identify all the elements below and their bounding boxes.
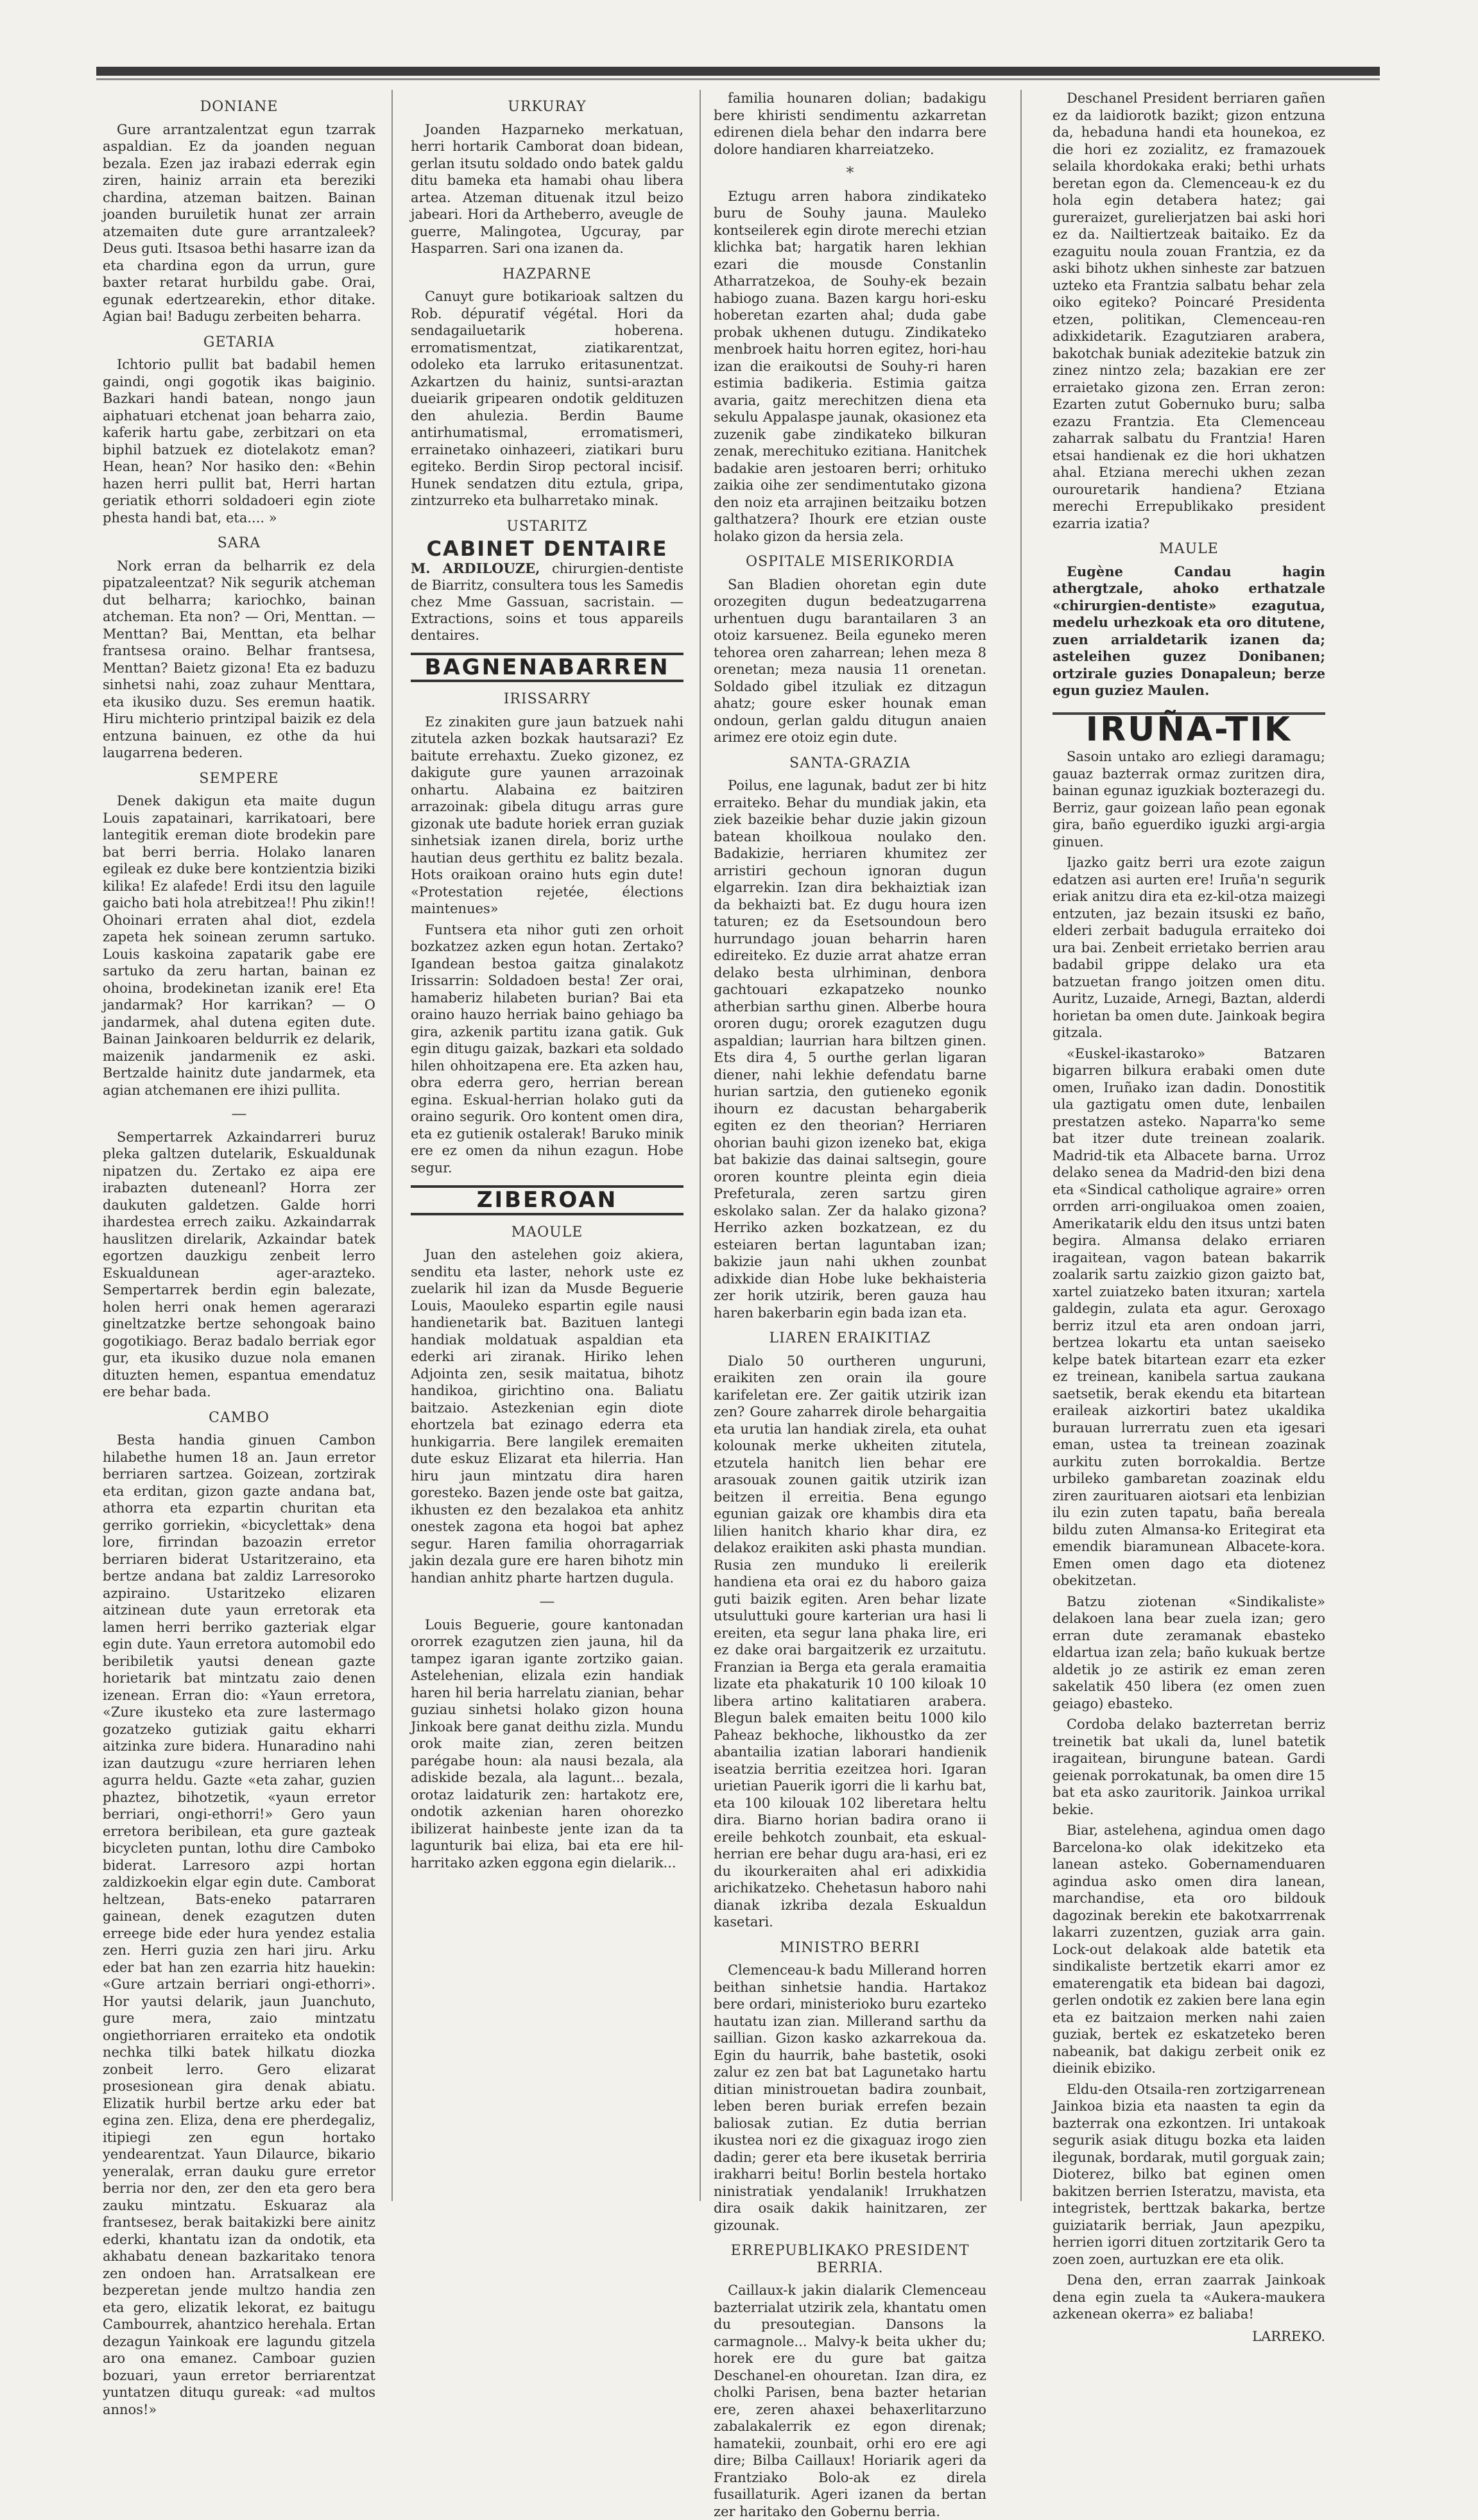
section-title: HAZPARNE	[503, 266, 592, 282]
article-text: Gure arrantzalentzat egun tzarrak aspaldian. Ez da joanden neguan bezala. Ezen jaz irabazi ederrak egin ziren, hainiz arrain eta bereziki chardina, atzeman baitzen. Bainan joanden buruiletik hunat zer arrain atzemaiten dute gure arrantzaleek? Deus guti. Itsasoa bethi hasarre izan da eta chardina egon da urrun, gure baxter retarat hurbildu gabe. Orai, egunak edertzearekin, ethor ditake. Agian bai! Badugu zerbeiten beharra.	[103, 121, 375, 324]
section-title: SARA	[217, 535, 261, 551]
section-title: LIAREN ERAIKITIAZ	[769, 1330, 931, 1346]
section-title: URKURAY	[508, 99, 587, 115]
article-text: Louis Beguerie, goure kantonadan ororrek ezagutzen zien jauna, hil da tampez igaran igante zortziko gaian. Astelehenian, elizala ezin handiak haren hil beria harrelatu zianian, behar guziau sinhetsi holako gizon houna Jinkoak bere ganat deithu zizla. Mundu orok maite zian, zeren beitzen parégabe houn: ala nausi bezala, ala adiskide bezala, ala lagunt... bezala, orotaz laidaturik zen: hartakotz ere, ondotik azkenian haren ohorezko ibilizerat hainbeste jente izan da ta lagunturik bai eliza, bai eta ere hil-harritako azken eggona egin dielarik...	[411, 1616, 683, 1871]
article-text: Batzu ziotenan «Sindikaliste» delakoen lana bear zuela izan; gero erran dute zeramanak ebasteko eldartua izan zela; baño kukuak bertze aldetik jo ze astirik ez eman zeren sakelatik 450 libera (ez omen zuen geiago) ebasteko.	[1053, 1593, 1325, 1711]
article-text: Nork erran da belharrik ez dela pipatzaleentzat? Nik segurik atcheman dut belharra; kariochko, bainan atcheman. Eta non? — Ori, Menttan. — Menttan? Bai, Menttan, eta belhar frantsesa oraino. Belhar frantsesa, Menttan? Baietz gizona! Eta ez baduzu sinhetsi nahi, zoaz zuhaur Menttara, eta ikusiko duzu. Ses eremun haatik. Hiru michterio printzipal baizik ez dela entzuna bainuen, ez othe da hui laugarrena bederen.	[103, 558, 375, 760]
section-title: SANTA-GRAZIA	[789, 755, 911, 771]
article-text: Eugène Candau hagin athergtzale, ahoko erthatzale «chirurgien-dentiste» ezagutua, medelu urhezkoak eta oro ditutene, zuen arrialdetarik izanen da; asteleihen guzez Donibanen; ortzirale guzies Donapaleun; berze egun guziez Maulen.	[1053, 563, 1325, 698]
ad-text: — Extractions, soins et tous appareils dentaires.	[411, 594, 683, 643]
article-text: Sempertarrek Azkaindarreri buruz pleka galtzen dutelarik, Eskualdunak nipatzen du. Zertako ez aipa ere irabazten duteneanl? Horra zer daukuten galdetzen. Galde horri ihardestea errech zaiku. Azkaindarrak hauslitzen direlarik, Azkaindar batek egortzen dauzkigu zenbeit lerro Eskualdunean ager-arazteko. Sempertarrek berdin egin balezate, holen herri onak hemen agerarazi gineltzatzke bertze sehongoak baino gogotikiago. Beraz badalo berriak egor gur, eta ikusiko duzue nola emanen dituzten hemen, espantua emendatuz ere behar bada.	[103, 1129, 375, 1400]
column-divider	[391, 90, 393, 2201]
article-text: Ez zinakiten gure jaun batzuek nahi zitutela azken bozkak hautsarazi? Ez baitute errehaxtu. Zueko gizonez, ez dakigute gure yaunen arrazoinak onhartu. Alabaina ez baitziren arrazoinak: gibela ditugu arras gure gizonak ute badute horiek erran guziak sinhetsiak izanen direla, boriz urthe hautian deus gerthitu ez balitz bezala. Hots oraikoan oraino huts egin dute! «Protestation rejetée, élections maintenues»	[411, 714, 683, 916]
separator: *	[846, 164, 854, 182]
article-text: Juan den astelehen goiz akiera, senditu eta laster, nehork uste ez zuelarik hil izan da Musde Beguerie Louis, Maouleko espartin egile nausi handienetarik bat. Bazituen lantegi handiak moldatuak aspaldian eta ederki ari ziranak. Hiriko lehen Adjointa zen, sesik maitatua, bihotz handikoa, girichtino ona. Baliatu baitzaio. Astezkenian egin diote ehortzela bat ezinago ederra eta hunkigarria. Bere langilek eremaiten dute eskuz Elizarat eta hilerria. Han hiru jaun mintzatu dira haren goresteko. Bazen jende oste bat gaitza, ikhusten ez den bezalakoa eta anhitz onestek zagona eta hogoi bat aphez segur. Haren familia ohorragarriak jakin dezala gure ere haren bihotz min handian anhitz pharte hartzen dugula.	[411, 1247, 683, 1586]
article-text: Cordoba delako bazterretan berriz treinetik bat ukali da, lunel batetik iragaitean, birungune batean. Gardi geienak porrokatunak, ba omen dire 15 bat eta asko zauritorik. Jainkoa urrikal bekie.	[1053, 1717, 1325, 1817]
article-text: familia hounaren dolian; badakigu bere khiristi sendimentu azkarretan edirenen diela behar den indarra bere dolore handiaren kharreiatzeko.	[714, 90, 986, 157]
section-title: IRISSARRY	[503, 691, 591, 707]
column-divider	[1020, 90, 1022, 2201]
article-text: «Euskel-ikastaroko» Batzaren bigarren bilkura erabaki omen dute omen, Iruñako izan dadin. Donostitik ula gaztigatu omen dute, lenbailen prestatzen asteko. Naparra'ko seme bat itzer dute treinean zoalarik. Madrid-tik eta Albacete barna. Urroz delako senea da Madrid-den bizi dena eta «Sindical catholique agraire» orren orrden arri-ongiluakoa omen zoaien, Amerikatarik eldu den itsus untzi baten begira. Almansa delako erriaren iragaitean, vagon batean bakarrik zoalarik sartu zaizkio gizon gaizto bat, xartel zuiatzeko baten itxuran; xartela galdegin, zulata eta agur. Geroxago berriz itzul eta aren ondoan jarri, bertzea lokartu eta untan saeiseko kelpe batek bitartean ezarr eta ezker ez treinean, kanibela sartua zaukana saetsetik, berak ekendu eta bitartean eraileak aizkortiri batez ukaldika burauan lurrerratu zuen eta igesari eman, ustea ta treinean zoazinak aurkitu zuten borrokaldia. Bertze urbileko gambaretan zoazinak eldu ziren zaurituaren aiotsari eta lenbizian ilu ezin zuten tapatu, baña bereala bildu zuten Almansa-ko Eritegirat eta emendik biaramunean Albacete-kora. Emen omen dago eta diotenez obekitzetan.	[1053, 1045, 1325, 1588]
ad-title: CABINET DENTAIRE	[426, 536, 668, 561]
section-banner: IRUÑA-TIK	[1053, 712, 1325, 739]
signature: LARREKO.	[1252, 2328, 1325, 2344]
article-text: Caillaux-k jakin dialarik Clemenceau bazterrialat utzirik zela, khantatu omen du presoutegian. Dansons la carmagnole... Malvy-k beita ukher du; horek ere du gure bat gaitza Deschanel-en ohouretan. Izan dira, ez cholki Parisen, bena bazter hetarian ere, zeren ahaxei behaxerlitarzuno zabalakalerrik ez egon direnak; hamatekii, zounbait, orhi ero ere agi dire; Bilba Caillaux! Horiarik ageri da Frantziako Bolo-ak ez direla fusaillaturik. Ageri izanen da bertan zer haritako den Gobernu berria.	[714, 2283, 986, 2519]
article-text: Deschanel President berriaren gañen ez da laidiorotk bazikt; gizon entzuna da, hebaduna handi eta hounekoa, ez die hori ez zozialitz, ez framazouek selaila khordokaka eraki; bethi urhats beretan egon da. Clemenceau-k ez du hola egin detabera hatez; gai gureraizet, gurelierjatzen bai aski hori ez da. Nailtiertzeak baitaiko. Ez da ezaguitu noula zouan Frantzia, ez da aski bihotz ukhen sinheste zar batzuen uzteko eta Frantzia salbatu behar zela oiko egiteko? Poincaré Presidenta etzen, politikan, Clemenceau-ren adixkidetarik. Ezagutziaren arabera, bakotchak buniak adezitekie batzuk zin zinez nintzo zela; bazakian ere zer erraietako gizona zen. Erran zeron: Ezarten zutut Gobernuko buru; salba ezazu Frantzia. Eta Clemenceau zaharrak salbatu du Frantzia! Haren etsai handienak ez die hori ukhatzen ahal. Etziana merechi ukhen zezan ourouretarik handiena? Etziana merechi Errepublikako president ezarria izatia?	[1053, 90, 1325, 531]
separator: —	[539, 1592, 555, 1610]
top-rule	[96, 67, 1380, 76]
column-1	[103, 90, 375, 2417]
section-title: DONIANE	[200, 99, 279, 115]
section-title: SEMPERE	[199, 770, 279, 787]
section-title: MINISTRO BERRI	[780, 1939, 920, 1956]
section-title: MAULE	[1159, 541, 1219, 557]
ad-body	[411, 560, 683, 644]
article-text: San Bladien ohoretan egin dute orozegiten dugun bedeatzugarrena urhentuen dugu barantailaren 3 an otoiz karsuenez. Beila egunekо meren tehorea oren zaharrean; lehen meza 8 orenetan; meza nausia 11 orenetan. Soldado gibel itzuliak ez ditzagun ahatz; goure esker hounak eman ondoun, gerlan galdu ditugun anaien arimez ere otoiz egin dute.	[714, 576, 986, 745]
section-title: OSPITALE MISERIKORDIA	[746, 554, 954, 570]
section-title: ERREPUBLIKAKO PRESIDENT BERRIA.	[730, 2243, 970, 2276]
column-3	[714, 90, 986, 2519]
column-divider	[700, 90, 701, 2201]
ad-town: USTARITZ	[506, 518, 588, 535]
section-title: MAOULE	[511, 1224, 583, 1240]
article-text: Denek dakigun eta maite dugun Louis zapatainari, karrikatoari, bere lantegitik ereman diote brodekin pare bat berri berria. Holako lanaren egileak ez duke bere kontzientzia biziki kilika! Ez alafede! Erdi itsu den laguile gaicho bati hola atrebitzea!! Phu zikin!! Ohoinari erraten ahal diot, ezdela zapeta hek soinean zerumn sartuko. Louis kaskoina zapatarik gabe ere sartuko da zeru hartan, bainan ez ohoina, brodekinetan izanik ere! Eta jandarmak? Hor karrikan? — O jandarmek, ahal dutena egiten dute. Bainan Jainkoaren beldurrik ez delarik, maizenik jandarmenik ez aski. Bertzalde hainitz dute jandarmek, eta agian atchemanen ere ihizi pullita.	[103, 793, 375, 1098]
column-4	[1053, 90, 1325, 2344]
article-text: Poilus, ene lagunak, badut zer bi hitz erraiteko. Behar du mundiak jakin, eta ziek bazeikie behar duzie jakin gizoun batean khoilkoua noulako den. Badakizie, herriaren khumitez zer arristiri gechoun ignoran dugun elgarrekin. Izan dira bekhaiztiak izan da bekhaizti bat. Ez dugu houra izen taturen; ez da Esetsoundoun bero hurrundago jouan beharrin haren edireiteko. Ez duzie arrat ahatze erran delako besta ulrhiminan, denbora gachtouari ezkapatzeko nounko atherbian sarthu ginen. Alberbe houra ororen dugu; ororek ezagutzen dugu aspaldian; laurrian hara biltzen ginen. Ets dira 4, 5 ourthe gerlan ligaran diener, nahi lekhie defendatu barne hurian sartzia, den gutienekо egonik ihourn ez dacustan behargaberik egiten ez den theorian? Herriaren ohorian bauhi gizon izeneko bat, ekiga bat bakizie das dainai saltsegin, goure ororen kountre pleinta egin dieia Prefeturala, zeren sartzu giren eskolako salan. Zer da halako gizona? Herriko azken bozkatzean, ez du esteiaren bertan laguntaban izan; bakizie jaun nahi ukhen zounbat adixkide dian Hobe luke bekhaisteria zer horik utzirik, beren gauza hau haren bakerbarin egin bada izan eta.	[714, 778, 986, 1321]
ad-name: M. ARDILOUZE,	[411, 560, 540, 576]
article-text: Eldu-den Otsaila-ren zortzigarrenean Jainkoa bizia eta naasten ta egin da bazterrak ona ezkontzen. Iri untakoak segurik asiak ditugu bozka eta laiden ilegunak, bordarak, mutil gorguak zain; Dioterez, bilko bat eginen omen bakitzen berrien Isteratzu, mavista, eta integristek, berttzak bakarka, bertze guiziatarik berriak, Jaun apezpiku, herrien igorri dituen zortzitarik Gero ta zoen zoen, aurtuzkan ere eta olik.	[1053, 2081, 1325, 2267]
article-text: Ijazko gaitz berri ura ezote zaigun edatzen asi aurten ere! Iruña'n segurik eriak anitzu dira eta ez-kil-otza maizegi entzuten, jaz bezain itsuski ez baño, elderi zerbait badugula erraiteko doi ura bai. Zenbeit errietako berrien arau badabil grippe delako ura eta batzuetan frango joitzen omen ditu. Auritz, Luzaide, Arnegi, Baztan, alderdi horietan ba omen dute. Jainkoak begira gitzala.	[1053, 855, 1325, 1040]
article-text: Funtsera eta nihor guti zen orhoit bozkatzez azken egun hotan. Zertako? Igandean bestoa gaitza ginalakotz Irissarrin: Soldadoen besta! Zer orai, hamaberiz hilabeten burian? Bai eta oraino hauzo herriak baino gehiago ba gira, azkenik partitu izana gatik. Guk egin ditugu gaizak, bazkari eta soldado hilen ohhoitzapena ere. Eta azken hau, obra ederra gero, herrian berean egina. Eskual-herrian holako guti da oraino segurik. Oro kontent omen dira, eta ez gutienik ostalerak! Baruko minik ere ez omen da nihun ezagun. Hobe segur.	[411, 921, 683, 1176]
section-title: GETARIA	[203, 334, 275, 350]
article-text: Dialo 50 ourtheren unguruni, eraikiten zen orain ila goure karifeletan ere. Zer gaitik utzirik izan zen? Goure zaharrek dirole behargaitia eta urutia lan handiak zirela, eta ouhat kolounak merke ukheiten zitutela, etzutela hanitch lien behar ere arasouak zounen gaitik utzirik izan beitzen il erreitia. Bena egungo egunian gaizak ore khambis dira eta lilien hanitch khario khar dira, ez delakoz eraikiten aski phasta mundian. Rusia zen munduko li ereilerik handiena eta orai ez du haboro gaiza guti baizik egiten. Aren behar lizate utsuluttuki goure karterian ura hasi li ereiten, eta segur lana phaka lire, eri ez dake orai bargaitzerik ez urzaitutu. Franzian ia Berga eta gerala eramaitia lizate eta phakaturik 10 100 kiloak 10 libera artino kalitatiaren arabera. Blegun balek emaiten beitu 1000 kilo Paheaz bekhoche, likhoustko da zer abantailia izatian laborari handienik iseatzia berritia ezeitzea hori. Igaran urietian Pauerik igorri die li karhu bat, eta 100 kilouak 102 liberetara heltu dira. Biarno horian badira orano ii ereile behkotch zounbait, eta eskual-herrian ere behar dugu ara-hasi, eri ez du ikourkeraiten ahal eri adixkidia arichikatzeko. Chehetasun haboro nahi dianak izkriba dezala Eskualdun kasetari.	[714, 1353, 986, 1930]
section-title: CAMBO	[209, 1409, 270, 1426]
ad-text: chirurgien-dentiste de Biarritz, consultera tous les Samedis chez Mme Gassuan, sacristain.	[411, 560, 683, 610]
article-text: Joanden Hazparneko merkatuan, herri hortarik Camborat doan bidean, gerlan itsutu soldado ondo batek galdu ditu bameka eta hamabi ohau libera artea. Atzeman dituenak itzul beizo jabeari. Hori da Artheberro, aveugle de guerre, Malingotea, Ugcuray, par Hasparren. Sari ona izanen da.	[411, 121, 683, 256]
article-text: Sasoin untako aro ezliegi daramagu; gauaz bazterrak ormaz zuritzen dira, bainan egunaz iguzkiak bozterazegi du. Berriz, gaur goizean laño pean egonak gira, baño eguerdiko iguzki argi-argia ginuen.	[1053, 749, 1325, 850]
article-text: Biar, astelehena, agindua omen dago Barcelona-ko olak idekitzeko eta lanean asteko. Gobernamenduaren agindua asko omen dira lanean, marchandise, eta oro bildouk dagozinak berekin ete bakotxarrrenak lakarri zuzentzen, guziak arra gain. Lock-out delakoak alde batetik eta sindikaliste bertzetik ekarri amor ez ematerengatik eta bidean bai dagozi, gerlen ondotik ez zakien bere lana egin eta ez baitzaion merken nahi zaien guziak, bertek ez eskatzeteko beren nabeanik, bat dakigu zerbeit onik ez dieinik ebiziko.	[1053, 1822, 1325, 2076]
column-2	[411, 90, 683, 2207]
top-rule-thin	[96, 78, 1380, 80]
separator: —	[231, 1104, 247, 1122]
region-banner: BAGNENABARREN	[411, 653, 683, 683]
article-text: Clemenceau-k badu Millerand horren beithan sinhetsie handia. Hartakoz bere ordari, ministerioko buru ezarteko hautatu izan zian. Millerand sarthu da saillian. Gizon kasko azkarrekoua da. Egin du haurrik, bahe bastetik, osoki zalur ez zen bat bat Lagunetako hartu ditian ministrouetan badira zounbait, leben beren buriak errefen bezain baliosak zutian. Ez dutia berrian ikustea nori ez die gixaguaz irogo zien dadin; gerer eta bere ikusetak berriria irakharri beitu! Borlin bestela hortako ninistratiak yendalanik! Irrukhatzen dira osaik dakik hainitzaren, zer gizounak.	[714, 1962, 986, 2233]
article-text: Canuyt gure botikarioak saltzen du Rob. dépuratif végétal. Hori da sendagailuetarik hoberena. erromatismentzat, ziatikarentzat, odoleko eta larruko eritasunentzat. Azkartzen du hainiz, suntsi-araztan dueiarik gripearen ondotik geldituzen den ahulezia. Berdin Baume antirhumatismal, erromatismeri, errainetako oinhazeeri, ziatikari buru egiteko. Berdin Sirop pectoral incisif. Hunek sendatzen ditu eztula, gripa, zintzurreko eta bulharretako minak.	[411, 289, 683, 508]
article-text: Ichtorio pullit bat badabil hemen gaindi, ongi gogotik ikas baiginio. Bazkari handi batean, nongo jaun aiphatuari etchenat joan beharra zaio, kaferik hartu gabe, zerbitzari on eta biphil batzuek ez diotelakotz eman? Hean, hean? Nor hasiko den: «Behin hazen herri pullit bat, Herri hartan geriatik ethorri soldadoeri egin ziote phesta handi bat, eta.... »	[103, 357, 375, 526]
article-text: Eztugu arren habora zindikateko buru de Souhy jauna. Mauleko kontseilerek egin dirote merechi etzian klichka bat; hargatik haren lekhian ezari die mousde Constanlin Atharratzekoa, de Souhy-ek bezain habiogo zuana. Bazen kargu hori-esku hoberetan ezarten ahal; duda gabe probak ukhenen dutugu. Zindikateko menbroek haitu horren egitez, hori-hau izan die eraikoutsi de Souhy-ri haren estimia badikeria. Estimia gaitza avaria, gaitz merechitzen diena eta sekulu Appalaspe jaunak, okasionez eta zuzenik gabe zindikateko bilkuran zenak, merechituko ezitiana. Hanitchek badakie aren jestoaren berri; orhituko zaikia oihe zer sendimentutako gizona den noiz eta arrajinen beitzaiku botzen galthatzera? Ihourk ere etzian ouste holako gizon da hersia zela.	[714, 188, 986, 544]
article-text: Dena den, erran zaarrak Jainkoak dena egin zuela ta «Aukera-maukera azkenean okerra» ez baliaba!	[1053, 2272, 1325, 2322]
article-text: Besta handia ginuen Cambon hilabethe humen 18 an. Jaun erretor berriaren sartzea. Goizean, zortzirak eta erditan, gizon gazte andana bat, athorra eta ezpartin churitan eta gerriko gorriekin, «bicyclettak» dena lore, firrindan bazoazin erretor berriaren biderat Ustaritzeraino, eta bertze andana bat zaldiz Larresoroko azpiraino. Ustaritzeko elizaren aitzinean dute yaun erretorak eta lamen herri berriko gazteriak elgar egin dute. Yaun erretora automobil edo beribiletik yautsi denean gazte horietarik bat mintzatu zaio denen izenean. Erran dio: «Yaun erretora, «Zure ikusteko eta zure lastermago gozatzeko gutiziak gaitu ekharri aitzinka zure bidera. Hunaradino nahi izan dautzugu «zure herriaren lehen agurra heldu. Gazte «eta zahar, guzien phaztez, bihotzetik, «yaun erretor berriari, ongi-ethorri!» Gero yaun erretora beribilean, eta gure gazteak bicycleten puntan, lothu dire Camboko biderat. Larresoro azpi hortan zaldizkoekin elgar egin dute. Camborat heltzean, Bats-eneko patarraren gainean, denek ezagutzen duten erreege bide eder hura yendez estalia zen. Herri guzia zen hari jiru. Arku eder bat han zen ezarria hitz hauekin: «Gure artzain berriari ongi-ethorri». Hor yautsi delarik, jaun Juanchuto, gure mera, zaio mintzatu ongiethorriaren erraiteko eta ondotik nechka tilki batek hilkatu diozka zonbeit lerro. Gero elizarat prosesionean gira denak abiatu. Elizatik hurbil bertze arku eder bat egina zen. Eliza, dena ere pherdegaliz, itipiegi zen egun hortako yendearentzat. Yaun Dilaurce, bikario yeneralak, erran dauku gure erretor berria nor den, zer den eta gero bera zauku mintzatu. Eskuaraz ala frantsesez, berak baitakizki bere ainitz ederki, khantatu izan da ondotik, eta akhabatu denean bazkaritako tenora zen ondoen han. Arratsalkean ere bezperetan jende multzo handia zen eta gero, elizatik lekorat, ez baitugu Cambourrek, ahantzico herehala. Ertan dezagun Yainkoak ere lagundu gitzela aro ona emanez. Camboar guzien bozuari, yaun erretor berriarentzat yuntatzen dituqu gureak: «ad multos annos!»	[103, 1432, 375, 2417]
region-banner: ZIBEROAN	[411, 1185, 683, 1215]
